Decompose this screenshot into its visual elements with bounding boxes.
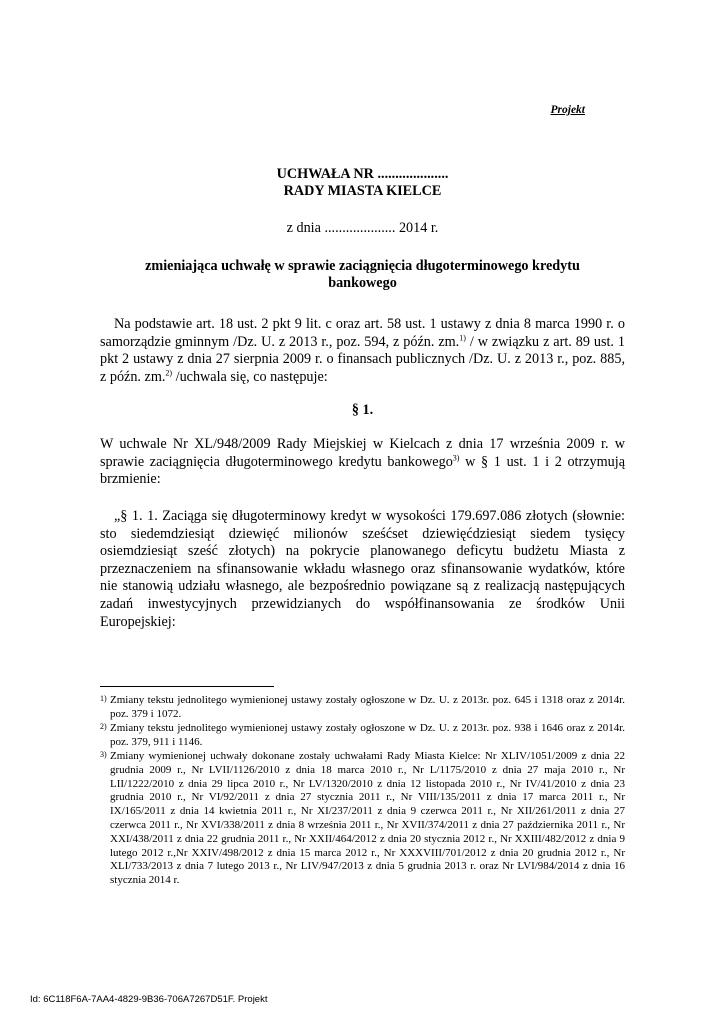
section-heading: § 1.	[351, 402, 374, 418]
document-id-footer: Id: 6C118F6A-7AA4-4829-9B36-706A7267D51F. Projekt	[30, 994, 268, 1005]
amendment-intro-paragraph	[100, 436, 625, 489]
footnote-text: Zmiany wymienionej uchwały dokonane zostały uchwałami Rady Miasta Kielce: Nr XLIV/1051/2009 z dnia 22 grudnia 2009 r., Nr LVII/1126/2010 z dnia 18 marca 2010 r., Nr L/1175/2010 z dnia 27 maja 2010 r., Nr LII/1222/2010 z dnia 29 lipca 2010 r., Nr LV/1320/2010 z dnia 12 listopada 2010 r., Nr IV/41/2010 z dnia 23 grudnia 2010 r., Nr VI/92/2011 z dnia 27 stycznia 2011 r., Nr VIII/135/2011 z dnia 17 marca 2011 r., Nr IX/165/2011 z dnia 14 kwietnia 2011 r., Nr XI/237/2011 z dnia 9 czerwca 2011 r., Nr XII/261/2011 z dnia 27 czerwca 2011 r., Nr XVI/338/2011 z dnia 8 września 2011 r., Nr XVII/374/2011 z dnia 27 października 2011 r., Nr XXI/438/2011 z dnia 22 grudnia 2011 r., Nr XXII/464/2012 z dnia 20 stycznia 2012 r., Nr XXIII/482/2012 z dnia 9 lutego 2012 r.,Nr XXIV/498/2012 z dnia 15 marca 2012 r., Nr XXXVIII/701/2012 z dnia 20 grudnia 2012 r., Nr XLI/733/2013 z dnia 7 lutego 2013 r., Nr LIV/947/2013 z dnia 5 grudnia 2013 r. oraz Nr LVI/984/2014 z dnia 16 stycznia 2014 r.	[110, 750, 625, 887]
footnote-text: Zmiany tekstu jednolitego wymienionej ustawy zostały ogłoszone w Dz. U. z 2013r. poz. 938 i 1646 oraz z 2014r. poz. 379, 911 i 1146.	[110, 722, 625, 748]
footnote	[100, 722, 625, 750]
resolution-date: z dnia .................... 2014 r.	[286, 220, 439, 236]
resolution-subject: zmieniająca uchwałę w sprawie zaciągnięcia długoterminowego kredytu bankowego	[145, 258, 580, 291]
legal-basis-text: / w związku z art. 89 ust. 1 pkt 2 ustawy z dnia 27 sierpnia 2009 r. o finansach publicznych /Dz. U. z 2013 r., poz. 885, z późn. zm.	[100, 333, 625, 385]
draft-label: Projekt	[550, 104, 585, 116]
footnote-ref-3[interactable]: 3)	[452, 452, 460, 462]
footnote-number: 3)	[100, 750, 107, 759]
amendment-intro-text: W uchwale Nr XL/948/2009 Rady Miejskiej w Kielcach z dnia 17 września 2009 r. w sprawie zaciągnięcia długoterminowego kredytu bankowego	[100, 436, 625, 470]
footnote-text: Zmiany tekstu jednolitego wymienionej ustawy zostały ogłoszone w Dz. U. z 2013r. poz. 645 i 1318 oraz z 2014r. poz. 379 i 1072.	[110, 694, 625, 720]
legal-basis-text: /uchwala się, co następuje:	[172, 368, 328, 385]
footnote-number: 2)	[100, 722, 107, 731]
legal-basis-paragraph	[100, 316, 625, 386]
quoted-provision-paragraph: „§ 1. 1. Zaciąga się długoterminowy kredyt w wysokości 179.697.086 złotych (słownie: sto siedemdziesiąt dziewięć milionów sześćset dziewięćdziesiąt siedem tysięcy osiemdziesiąt sześć złotych) na pokrycie planowanego deficytu budżetu Miasta z przeznaczeniem na sfinansowanie wkładu własnego oraz sfinansowanie wydatków, które nie stanowią udziału własnego, ale bezpośrednio powiązane są z realizacją następujących zadań inwestycyjnych przewidzianych do współfinansowania ze środków Unii Europejskiej:	[100, 508, 625, 630]
footnote-ref-1[interactable]: 1)	[459, 332, 466, 342]
footnote-separator	[100, 686, 274, 687]
amendment-intro-text: w § 1 ust. 1 i 2 otrzymują brzmienie:	[100, 453, 625, 488]
footnote	[100, 750, 625, 888]
footnote-ref-2[interactable]: 2)	[165, 368, 173, 378]
resolution-title	[100, 166, 625, 200]
council-name: RADY MIASTA KIELCE	[283, 183, 442, 199]
footnote	[100, 694, 625, 722]
footnote-number: 1)	[100, 694, 107, 703]
legal-basis-text: Na podstawie art. 18 ust. 2 pkt 9 lit. c oraz art. 58 ust. 1 ustawy z dnia 8 marca 1990 r. o samorządzie gminnym /Dz. U. z 2013 r., poz. 594, z późn. zm.	[100, 316, 625, 350]
resolution-number: UCHWAŁA NR ....................	[276, 166, 449, 182]
